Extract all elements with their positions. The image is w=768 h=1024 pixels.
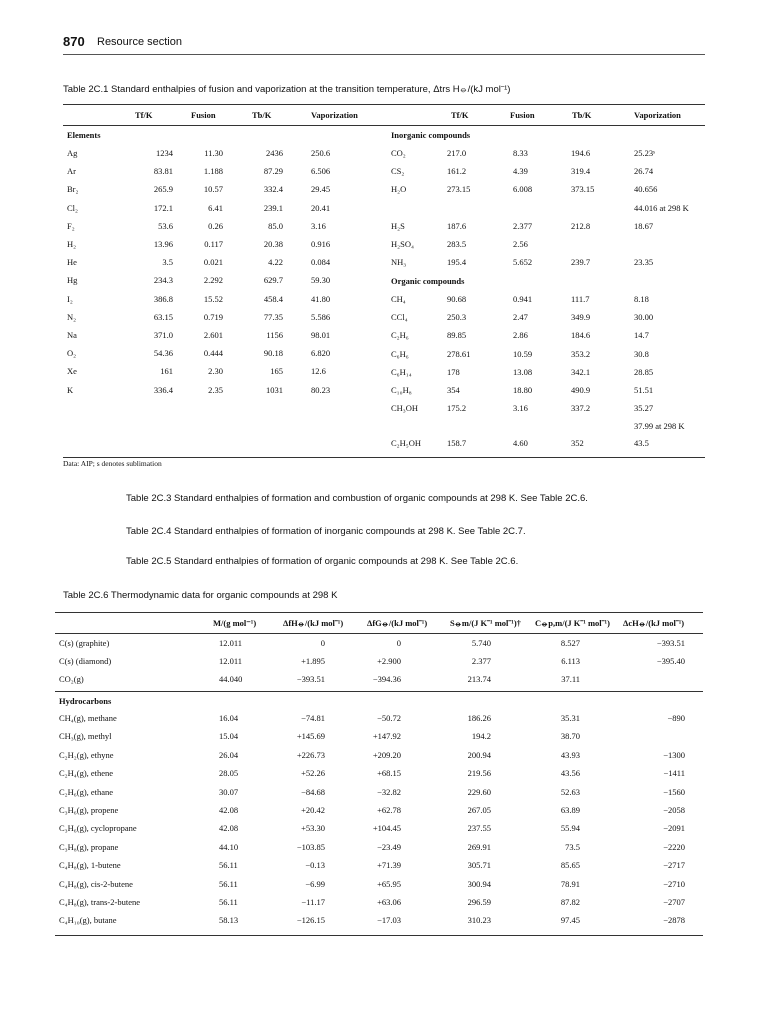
table-cell: 336.4	[153, 384, 173, 395]
table-cell: 1234	[156, 148, 173, 158]
table-cell: 30.07	[219, 786, 239, 797]
table-cell: −103.85	[296, 841, 325, 852]
table-cell: 332.4	[263, 184, 283, 195]
col-header: ΔcH⦵/(kJ mol⁻¹)	[623, 618, 685, 628]
col-header: ΔfG⦵/(kJ mol⁻¹)	[367, 618, 428, 628]
table-cell: 1156	[266, 330, 283, 340]
table-cell: O₂	[67, 348, 77, 359]
table-cell: CO₂(g)	[59, 674, 84, 684]
table-cell: I₂	[67, 293, 73, 304]
col-header: Tb/K	[572, 110, 592, 120]
table-cell: 161	[160, 366, 173, 377]
table-cell: 8.527	[560, 638, 580, 648]
table-cell: 184.6	[571, 330, 591, 341]
table-cell: Na	[67, 330, 77, 340]
divider	[55, 691, 703, 692]
col-header: Tb/K	[252, 110, 272, 120]
col-header: ΔfH⦵/(kJ mol⁻¹)	[283, 618, 344, 628]
table-cell: 58.13	[219, 915, 239, 926]
table-cell: 20.41	[311, 202, 331, 213]
table-2c6	[55, 612, 703, 936]
table-cell: Hg	[67, 275, 78, 286]
table-cell: Ar	[67, 166, 76, 177]
table-cell: 283.5	[447, 239, 467, 249]
table-cell: 111.7	[571, 294, 590, 304]
table-cell: 194.2	[471, 731, 491, 742]
table-2c1-caption: Table 2C.1 Standard enthalpies of fusion and vaporization at the transition temperature, Δtrs H⦵/(kJ mol⁻¹)	[63, 84, 511, 95]
table-cell: 10.57	[203, 184, 223, 195]
table-cell: 4.22	[268, 257, 283, 268]
table-cell: 2.292	[203, 275, 223, 286]
table-2c6-caption: Table 2C.6 Thermodynamic data for organic compounds at 298 K	[63, 590, 338, 601]
table-cell: 175.2	[447, 403, 467, 414]
table-cell: 12.011	[219, 656, 243, 666]
table-cell: 3.5	[162, 257, 173, 268]
table-cell: 37.99 at 298 K	[634, 421, 685, 432]
table-cell: +62.78	[377, 805, 401, 815]
table-cell: 250.3	[447, 312, 467, 323]
table-cell: 0.941	[513, 294, 533, 304]
table-cell: 43.56	[560, 768, 580, 779]
table-cell: CO₂	[391, 148, 406, 158]
table-cell: 87.29	[263, 166, 283, 177]
table-cell: 90.18	[263, 348, 283, 359]
col-header: Vaporization	[634, 110, 681, 120]
table-cell: 195.4	[447, 257, 467, 268]
table-cell: 200.94	[467, 749, 491, 760]
table-cell: 13.96	[153, 239, 173, 249]
group-label-inorganic: Inorganic compounds	[391, 130, 471, 140]
table-cell: −1300	[663, 749, 685, 760]
table-cell: 212.8	[571, 220, 591, 231]
table-cell: 16.04	[219, 713, 239, 723]
table-cell: 186.26	[467, 713, 491, 723]
table-cell: −23.49	[377, 841, 401, 852]
table-cell: 234.3	[153, 275, 173, 286]
table-cell: 267.05	[467, 805, 491, 815]
table-cell: −2717	[663, 860, 685, 871]
table-cell: 8.18	[634, 294, 649, 304]
table-cell: +145.69	[296, 731, 325, 742]
table-cell: C(s) (diamond)	[59, 656, 112, 666]
table-cell: 239.1	[263, 202, 283, 213]
table-cell: C₂H₂(g), ethyne	[59, 749, 114, 760]
table-cell: −50.72	[377, 713, 401, 723]
table-cell: 4.39	[513, 166, 528, 177]
col-header: Fusion	[191, 110, 216, 120]
table-cell: 265.9	[153, 184, 173, 195]
table-cell: 52.63	[560, 786, 580, 797]
table-cell: 35.27	[634, 403, 654, 414]
table-cell: 3.16	[311, 220, 326, 231]
table-cell: 56.11	[219, 897, 238, 907]
table-cell: CH₃OH	[391, 403, 419, 414]
table-cell: CH₄	[391, 294, 406, 304]
table-cell: +68.15	[377, 768, 401, 779]
table-cell: C₆H₁₄	[391, 366, 412, 377]
table-cell: −11.17	[301, 897, 325, 907]
table-cell: C₂H₆	[391, 330, 409, 341]
table-cell: 629.7	[263, 275, 283, 286]
table-cell: 18.80	[513, 385, 533, 395]
table-cell: 2.377	[471, 656, 491, 666]
table-cell: −0.13	[305, 860, 325, 871]
col-header: Vaporization	[311, 110, 358, 120]
table-cell: 2.35	[208, 384, 223, 395]
group-label-organic: Organic compounds	[391, 276, 465, 286]
table-cell: 0	[396, 638, 401, 648]
table-cell: CH₃(g), methyl	[59, 731, 112, 742]
table-2c1-header	[63, 105, 705, 126]
table-cell: 2.601	[203, 330, 223, 340]
table-cell: H₂O	[391, 184, 407, 195]
table-cell: 165	[270, 366, 283, 377]
table-cell: +63.06	[377, 897, 401, 907]
table-cell: 43.5	[634, 438, 649, 448]
table-cell: 278.61	[447, 348, 471, 359]
table-cell: 51.51	[634, 385, 654, 395]
table-cell: CS₂	[391, 166, 405, 177]
table-cell: 349.9	[571, 312, 591, 323]
table-cell: 490.9	[571, 385, 591, 395]
table-cell: 38.70	[560, 731, 580, 742]
table-cell: 85.0	[268, 220, 283, 231]
table-cell: −74.81	[301, 713, 325, 723]
table-cell: 5.652	[513, 257, 533, 268]
ref-table-2c3: Table 2C.3 Standard enthalpies of formation and combustion of organic compounds at 298 K. See Table 2C.6.	[126, 493, 588, 504]
col-header: S⦵m/(J K⁻¹ mol⁻¹)†	[450, 618, 521, 628]
table-cell: −2878	[663, 915, 685, 926]
table-cell: 0.26	[208, 220, 223, 231]
table-cell: +104.45	[372, 823, 401, 834]
table-cell: 53.6	[158, 220, 173, 231]
table-cell: 0.916	[311, 239, 331, 249]
table-cell: 273.15	[447, 184, 471, 195]
table-cell: 2.377	[513, 220, 533, 231]
table-cell: 18.67	[634, 220, 654, 231]
table-cell: 44.016 at 298 K	[634, 202, 689, 213]
table-cell: 44.10	[219, 841, 239, 852]
table-cell: 54.36	[153, 348, 173, 359]
table-cell: 83.81	[153, 166, 173, 177]
table-cell: 237.55	[467, 823, 491, 834]
table-cell: 78.91	[560, 878, 580, 889]
table-cell: 11.30	[204, 148, 223, 158]
table-cell: 73.5	[565, 841, 580, 852]
table-cell: 269.91	[467, 841, 491, 852]
table-cell: −2710	[663, 878, 685, 889]
table-cell: C₃H₆(g), propene	[59, 805, 119, 815]
table-cell: 20.38	[263, 239, 283, 249]
table-cell: He	[67, 257, 77, 268]
table-cell: 250.6	[311, 148, 331, 158]
table-cell: 5.586	[311, 311, 331, 322]
table-cell: 42.08	[219, 805, 239, 815]
col-header: Fusion	[510, 110, 535, 120]
table-cell: −2707	[663, 897, 685, 907]
table-cell: 80.23	[311, 384, 331, 395]
table-cell: NH₃	[391, 257, 407, 268]
table-cell: 1.188	[203, 166, 223, 177]
table-cell: 0	[320, 638, 325, 648]
table-cell: −2058	[663, 805, 685, 815]
table-cell: 15.52	[203, 293, 223, 304]
table-cell: 6.113	[561, 656, 580, 666]
table-cell: 90.68	[447, 294, 467, 304]
table-cell: 352	[571, 438, 584, 448]
table-cell: 13.08	[513, 366, 533, 377]
table-cell: 353.2	[571, 348, 591, 359]
table-cell: H₂S	[391, 220, 405, 231]
table-cell: 6.41	[208, 202, 223, 213]
table-2c6-header	[55, 613, 703, 634]
table-cell: −32.82	[377, 786, 401, 797]
table-cell: 12.6	[311, 366, 326, 377]
table-cell: C₄H₈(g), cis-2-butene	[59, 878, 133, 889]
group-label-hydrocarbons: Hydrocarbons	[59, 696, 112, 706]
ref-table-2c5: Table 2C.5 Standard enthalpies of formation of organic compounds at 298 K. See Table 2C.6.	[126, 556, 519, 567]
table-cell: 178	[447, 366, 460, 377]
table-cell: −393.51	[656, 638, 685, 648]
table-cell: 158.7	[447, 438, 467, 448]
table-cell: +53.30	[301, 823, 325, 834]
table-cell: −890	[667, 713, 685, 723]
table-cell: 35.31	[560, 713, 580, 723]
table-cell: H₂SO₄	[391, 239, 414, 249]
table-cell: 213.74	[467, 674, 491, 684]
table-cell: 2436	[266, 148, 283, 158]
table-cell: C₃H₆(g), cyclopropane	[59, 823, 137, 834]
table-cell: H₂	[67, 239, 77, 249]
col-header: Tf/K	[451, 110, 469, 120]
table-cell: +209.20	[372, 749, 401, 760]
table-cell: 2.86	[513, 330, 528, 341]
ref-table-2c4: Table 2C.4 Standard enthalpies of formation of inorganic compounds at 298 K. See Table 2C.7.	[126, 526, 526, 537]
table-cell: +20.42	[301, 805, 325, 815]
table-cell: 373.15	[571, 184, 595, 195]
table-cell: 8.33	[513, 148, 528, 158]
table-cell: 25.23ˢ	[634, 148, 655, 158]
table-cell: +1.895	[301, 656, 325, 666]
table-cell: C₁₀H₈	[391, 385, 412, 395]
table-cell: C₄H₈(g), trans-2-butene	[59, 897, 140, 907]
table-cell: 194.6	[571, 148, 591, 158]
table-cell: 354	[447, 385, 460, 395]
table-cell: 10.59	[513, 348, 533, 359]
table-cell: C₂H₄(g), ethene	[59, 768, 114, 779]
table-cell: C₂H₆(g), ethane	[59, 786, 114, 797]
table-cell: 6.008	[513, 184, 533, 195]
table-cell: 319.4	[571, 166, 591, 177]
table-cell: −126.15	[296, 915, 325, 926]
table-cell: 37.11	[561, 674, 580, 684]
table-cell: 342.1	[571, 366, 591, 377]
table-cell: 300.94	[467, 878, 491, 889]
table-cell: 217.0	[447, 148, 467, 158]
table-cell: C₄H₈(g), 1-butene	[59, 860, 121, 871]
table-cell: 30.00	[634, 312, 654, 323]
table-cell: 26.74	[634, 166, 654, 177]
table-cell: 42.08	[219, 823, 239, 834]
table-cell: 41.80	[311, 293, 331, 304]
table-cell: CH₄(g), methane	[59, 713, 117, 723]
table-cell: C(s) (graphite)	[59, 638, 110, 648]
table-cell: 5.740	[471, 638, 491, 648]
table-cell: 43.93	[560, 749, 580, 760]
table-cell: C₄H₁₀(g), butane	[59, 915, 117, 926]
table-cell: 85.65	[560, 860, 580, 871]
table-cell: 26.04	[219, 749, 239, 760]
table-cell: 97.45	[560, 915, 580, 926]
table-cell: −393.51	[296, 674, 325, 684]
table-cell: 229.60	[467, 786, 491, 797]
group-label-elements: Elements	[67, 130, 101, 140]
table-cell: 40.656	[634, 184, 658, 195]
table-cell: −395.40	[656, 656, 685, 666]
table-cell: 89.85	[447, 330, 467, 341]
table-cell: 6.820	[311, 348, 331, 359]
table-cell: 55.94	[560, 823, 580, 834]
table-cell: 161.2	[447, 166, 467, 177]
table-cell: 44.040	[219, 674, 243, 684]
table-cell: 0.444	[203, 348, 223, 359]
table-cell: 3.16	[513, 403, 528, 414]
table-cell: −84.68	[301, 786, 325, 797]
table-cell: 63.15	[153, 311, 173, 322]
table-cell: +65.95	[377, 878, 401, 889]
table-cell: −1560	[663, 786, 685, 797]
table-cell: 1031	[266, 384, 283, 395]
table-cell: 87.82	[560, 897, 580, 907]
col-header: Tf/K	[135, 110, 153, 120]
table-cell: 59.30	[311, 275, 331, 286]
table-cell: 2.30	[208, 366, 223, 377]
table-cell: 0.117	[204, 239, 223, 249]
col-header: C⦵p,m/(J K⁻¹ mol⁻¹)	[535, 618, 610, 628]
table-cell: 63.89	[560, 805, 580, 815]
table-cell: −2220	[663, 841, 685, 852]
table-cell: −1411	[663, 768, 685, 779]
table-cell: 56.11	[219, 860, 238, 871]
table-cell: +2.900	[377, 656, 401, 666]
table-cell: 98.01	[311, 330, 331, 340]
table-cell: −17.03	[377, 915, 401, 926]
table-cell: 305.71	[467, 860, 491, 871]
table-cell: C₃H₈(g), propane	[59, 841, 119, 852]
table-cell: 77.35	[263, 311, 283, 322]
table-cell: Xe	[67, 366, 77, 377]
table-cell: 56.11	[219, 878, 238, 889]
table-cell: 0.084	[311, 257, 331, 268]
table-cell: 458.4	[263, 293, 283, 304]
table-cell: 30.8	[634, 348, 649, 359]
table-cell: 28.05	[219, 768, 239, 779]
table-cell: Cl₂	[67, 202, 78, 213]
col-header: M/(g mol⁻¹)	[213, 618, 257, 628]
table-cell: 2.56	[513, 239, 528, 249]
table-cell: 0.719	[203, 311, 223, 322]
table-cell: −394.36	[372, 674, 401, 684]
table-cell: −2091	[663, 823, 685, 834]
table-cell: Ag	[67, 148, 78, 158]
table-cell: 28.85	[634, 366, 654, 377]
table-cell: 386.8	[153, 293, 173, 304]
table-cell: F₂	[67, 220, 75, 231]
table-cell: 337.2	[571, 403, 591, 414]
table-cell: +147.92	[372, 731, 401, 742]
table-cell: 371.0	[153, 330, 173, 340]
table-2c1-note: Data: AIP; s denotes sublimation	[63, 459, 162, 468]
table-cell: 29.45	[311, 184, 331, 195]
table-cell: C₆H₆	[391, 348, 409, 359]
table-cell: CCl₄	[391, 312, 408, 323]
table-cell: 310.23	[467, 915, 491, 926]
table-cell: 6.506	[311, 166, 331, 177]
table-cell: +52.26	[301, 768, 325, 779]
table-cell: 239.7	[571, 257, 591, 268]
table-cell: 296.59	[467, 897, 491, 907]
table-cell: +71.39	[377, 860, 401, 871]
table-cell: 14.7	[634, 330, 649, 341]
table-cell: Br₂	[67, 184, 79, 195]
table-cell: +226.73	[296, 749, 325, 760]
table-cell: 15.04	[219, 731, 239, 742]
table-cell: K	[67, 384, 74, 395]
table-cell: N₂	[67, 311, 77, 322]
table-cell: 0.021	[203, 257, 223, 268]
table-cell: C₂H₅OH	[391, 438, 422, 448]
table-cell: 2.47	[513, 312, 528, 323]
table-cell: 12.011	[219, 638, 243, 648]
table-cell: −6.99	[305, 878, 325, 889]
table-cell: 4.60	[513, 438, 528, 448]
section-title: Resource section	[97, 36, 182, 48]
table-2c1	[63, 104, 705, 458]
table-cell: 187.6	[447, 220, 467, 231]
page-number: 870	[63, 34, 85, 49]
table-cell: 172.1	[153, 202, 173, 213]
table-cell: 219.56	[467, 768, 491, 779]
table-cell: 23.35	[634, 257, 654, 268]
page-header	[63, 32, 705, 55]
